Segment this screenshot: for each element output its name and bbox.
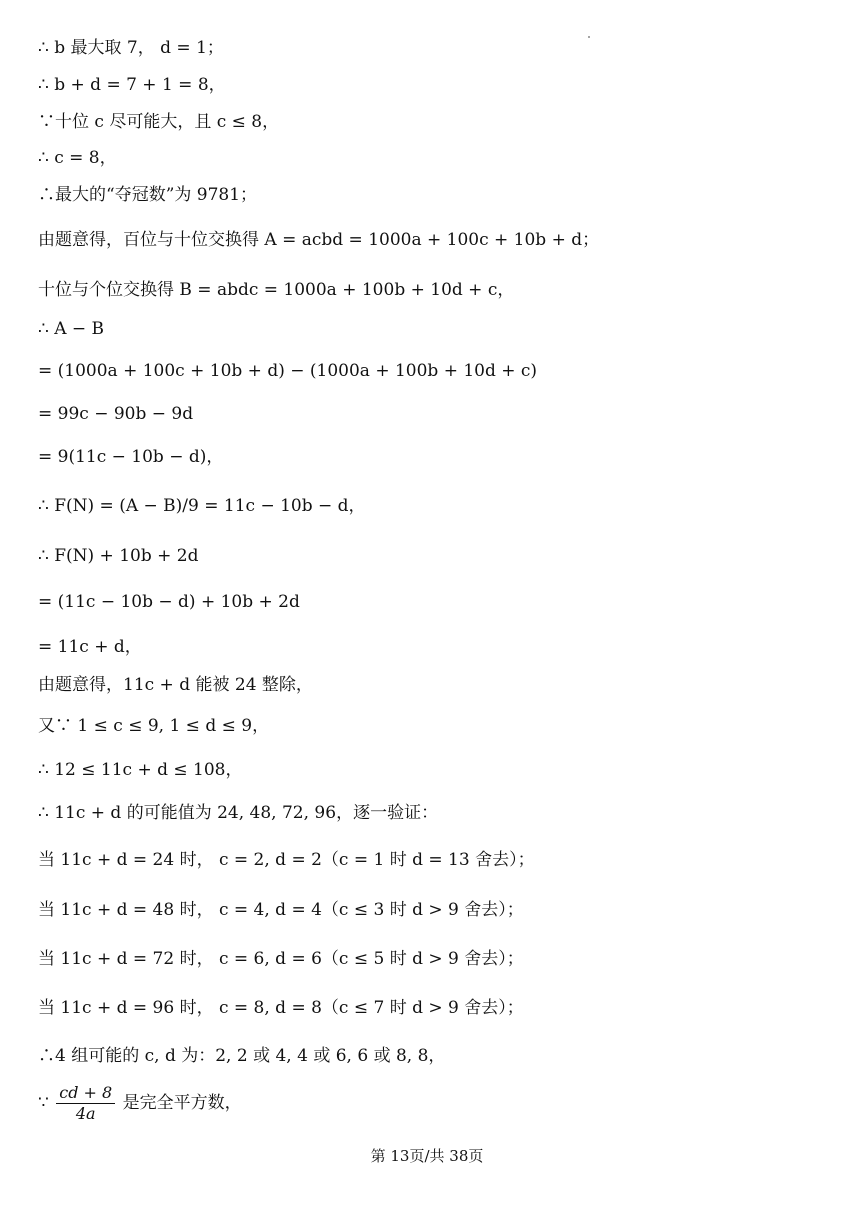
text-line: 十位与个位交换得 B = abdc = 1000a + 100b + 10d + c，	[38, 280, 515, 300]
text-line: 又∵ 1 ≤ c ≤ 9, 1 ≤ d ≤ 9，	[38, 716, 270, 736]
text-line: ∴ b 最大取 7， d = 1；	[38, 38, 224, 58]
page-footer: 第 13页/共 38页	[370, 1147, 484, 1165]
text-line: ∴最大的“夺冠数”为 9781；	[38, 185, 258, 205]
fraction-numerator: cd + 8	[56, 1083, 115, 1104]
fraction	[56, 1083, 115, 1124]
fraction-suffix: 是完全平方数，	[122, 1093, 242, 1113]
text-line: ∴4 组可能的 c, d 为：2, 2 或 4, 4 或 6, 6 或 8, 8，	[38, 1046, 446, 1066]
text-line: = 99c − 90b − 9d	[38, 404, 194, 424]
fraction-line	[38, 1083, 242, 1124]
text-line: ∴ 11c + d 的可能值为 24, 48, 72, 96，逐一验证：	[38, 803, 439, 823]
text-line: ∴ 12 ≤ 11c + d ≤ 108，	[38, 760, 243, 780]
fraction-denominator: 4a	[75, 1104, 96, 1123]
text-line: ∵十位 c 尽可能大，且 c ≤ 8，	[38, 112, 280, 132]
text-line: ∴ A − B	[38, 319, 105, 339]
text-line: = 11c + d，	[38, 637, 142, 657]
text-line: 当 11c + d = 72 时， c = 6, d = 6（c ≤ 5 时 d > 9 舍去）；	[38, 949, 524, 969]
text-line: 当 11c + d = 24 时， c = 2, d = 2（c = 1 时 d = 13 舍去）；	[38, 850, 535, 870]
text-line: ∴ F(N) = (A − B)/9 = 11c − 10b − d，	[38, 496, 366, 516]
scan-speck	[588, 36, 590, 38]
because-symbol: ∵	[38, 1093, 49, 1113]
text-line: 当 11c + d = 96 时， c = 8, d = 8（c ≤ 7 时 d > 9 舍去）；	[38, 998, 524, 1018]
text-line: 当 11c + d = 48 时， c = 4, d = 4（c ≤ 3 时 d > 9 舍去）；	[38, 900, 524, 920]
text-line: = 9(11c − 10b − d)，	[38, 447, 224, 467]
text-line: ∴ b + d = 7 + 1 = 8，	[38, 75, 226, 95]
text-line: ∴ c = 8，	[38, 148, 117, 168]
text-line: ∴ F(N) + 10b + 2d	[38, 546, 199, 566]
text-line: = (1000a + 100c + 10b + d) − (1000a + 100b + 10d + c)	[38, 361, 538, 381]
text-line: = (11c − 10b − d) + 10b + 2d	[38, 592, 300, 612]
text-line: 由题意得，11c + d 能被 24 整除，	[38, 675, 313, 695]
text-line: 由题意得，百位与十位交换得 A = acbd = 1000a + 100c + 10b + d；	[38, 230, 600, 250]
